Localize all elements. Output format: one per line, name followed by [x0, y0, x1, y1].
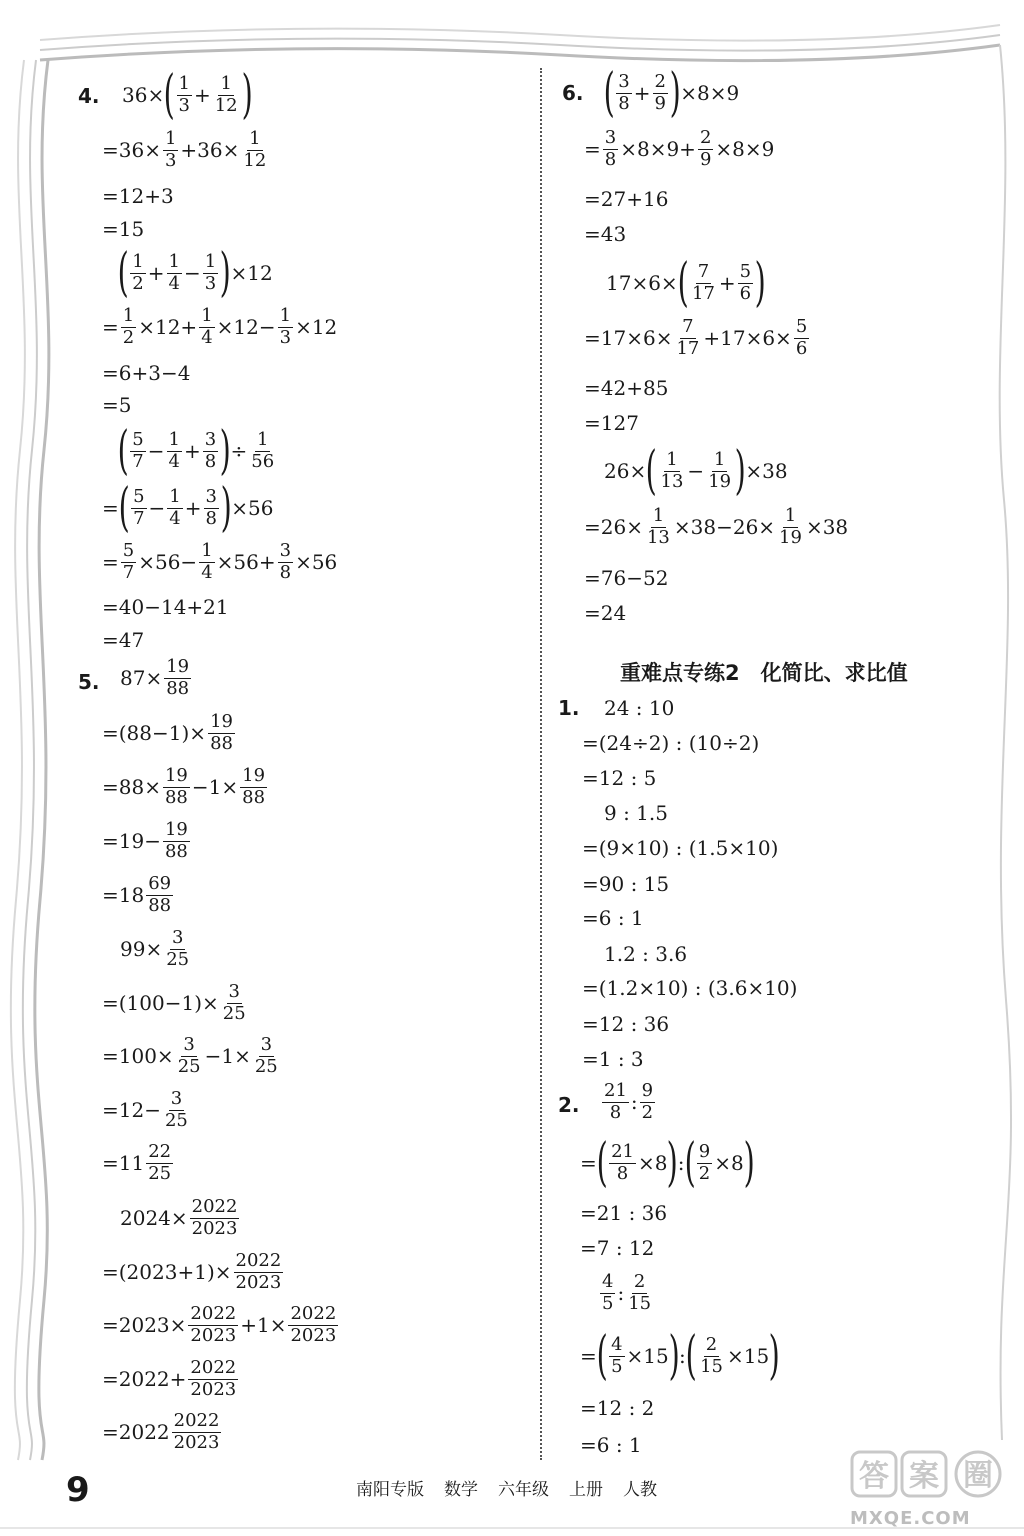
s1-line-k: =1 : 3 — [582, 1047, 644, 1071]
problem-number-6: 6. — [562, 81, 584, 105]
p6-line-j: =26× $\frac{1}{13}$ ×38−26× $\frac{1}{19}$ ×38 — [584, 505, 849, 548]
s1-line-j: =12 : 36 — [582, 1012, 670, 1036]
s1-line-h: 1.2 : 3.6 — [604, 942, 688, 966]
s2-line-a: $\frac{21}{8}$ : $\frac{9}{2}$ — [604, 1080, 654, 1123]
footer-grade: 六年级 — [498, 1480, 549, 1500]
p5-line-j: =11 $\frac{22}{25}$ — [102, 1141, 172, 1184]
p6-line-c: =27+16 — [584, 187, 669, 211]
watermark-glyph-2: 案 — [909, 1459, 939, 1494]
watermark-text: MXQE.COM — [850, 1508, 971, 1529]
footer-edition: 南阳专版 — [356, 1480, 424, 1500]
problem-number-s2: 2. — [558, 1093, 580, 1117]
p5-line-n: =2022+ $\frac{2022}{2023}$ — [102, 1357, 237, 1400]
p4-line-k: = $\frac{5}{7}$ ×56− $\frac{1}{4}$ ×56+ $\frac{3}{8}$ ×56 — [102, 540, 338, 583]
p4-line-j: = ( $\frac{5}{7}$ − $\frac{1}{4}$ + $\frac{3}{8}$ ) ×56 — [102, 478, 274, 538]
p4-line-b: =36× $\frac{1}{3}$ +36× $\frac{1}{12}$ — [102, 128, 267, 171]
p5-line-g: =(100−1)× $\frac{3}{25}$ — [102, 981, 246, 1024]
p6-line-b: = $\frac{3}{8}$ ×8×9+ $\frac{2}{9}$ ×8×9 — [584, 127, 775, 170]
p5-line-b: =(88−1)× $\frac{19}{88}$ — [102, 711, 233, 754]
page-number: 9 — [66, 1470, 90, 1510]
s1-line-a: 24 : 10 — [604, 696, 675, 720]
column-divider — [540, 68, 542, 1460]
p5-line-k: 2024× $\frac{2022}{2023}$ — [120, 1196, 238, 1239]
p5-line-d: =19− $\frac{19}{88}$ — [102, 819, 188, 862]
p5-line-f: 99× $\frac{3}{25}$ — [120, 927, 190, 970]
p4-line-d: =15 — [102, 217, 145, 241]
problem-number-4: 4. — [78, 84, 100, 108]
s1-line-i: =(1.2×10) : (3.6×10) — [582, 976, 798, 1000]
p4-line-g: =6+3−4 — [102, 361, 191, 385]
s1-line-b: =(24÷2) : (10÷2) — [582, 731, 760, 755]
p6-line-f: =17×6× $\frac{7}{17}$ +17×6× $\frac{5}{6}$ — [584, 316, 808, 359]
s2-line-c: =21 : 36 — [580, 1201, 668, 1225]
p5-line-e: =18 $\frac{69}{88}$ — [102, 873, 172, 916]
s1-line-d: 9 : 1.5 — [604, 801, 668, 825]
s2-line-e: $\frac{4}{5}$ : $\frac{2}{15}$ — [602, 1271, 652, 1314]
footer-subject: 数学 — [444, 1480, 478, 1500]
p4-line-c: =12+3 — [102, 184, 174, 208]
section-title: 重难点专练2 化简比、求比值 — [620, 661, 908, 685]
s2-line-g: =12 : 2 — [580, 1396, 655, 1420]
footer-publisher: 人教 — [623, 1480, 657, 1500]
p6-line-i: 26× ( $\frac{1}{13}$ − $\frac{1}{19}$ ) ×38 — [604, 441, 788, 501]
footer-info — [356, 1475, 657, 1500]
problem-number-5: 5. — [78, 670, 100, 694]
watermark-glyph-3: 圈 — [963, 1458, 993, 1493]
s2-line-d: =7 : 12 — [580, 1236, 655, 1260]
p6-line-l: =24 — [584, 601, 627, 625]
p5-line-l: =(2023+1)× $\frac{2022}{2023}$ — [102, 1250, 282, 1293]
s1-line-f: =90 : 15 — [582, 872, 670, 896]
s1-line-c: =12 : 5 — [582, 766, 657, 790]
p6-line-k: =76−52 — [584, 566, 669, 590]
p6-line-d: =43 — [584, 222, 627, 246]
p5-line-i: =12− $\frac{3}{25}$ — [102, 1088, 188, 1131]
p4-line-h: =5 — [102, 393, 132, 417]
p4-line-m: =47 — [102, 628, 145, 652]
p5-line-c: =88× $\frac{19}{88}$ −1× $\frac{19}{88}$ — [102, 765, 266, 808]
problem-number-s1: 1. — [558, 696, 580, 720]
p4-line-i: ( $\frac{5}{7}$ − $\frac{1}{4}$ + $\frac{3}{8}$ ) ÷ $\frac{1}{56}$ — [117, 421, 275, 481]
s2-line-h: =6 : 1 — [580, 1433, 642, 1457]
s1-line-e: =(9×10) : (1.5×10) — [582, 836, 779, 860]
p4-line-l: =40−14+21 — [102, 595, 229, 619]
watermark-glyph-1: 答 — [859, 1459, 889, 1494]
p5-line-a: 87× $\frac{19}{88}$ — [120, 656, 190, 699]
p4-line-a: 36× ( $\frac{1}{3}$ + $\frac{1}{12}$ ) — [122, 65, 253, 125]
p5-line-o: =2022 $\frac{2022}{2023}$ — [102, 1410, 220, 1453]
s1-line-g: =6 : 1 — [582, 906, 644, 930]
footer-term: 上册 — [569, 1480, 603, 1500]
s2-line-f: = ( $\frac{4}{5}$ ×15 ) : ( $\frac{2}{15}$ ×15 ) — [580, 1326, 780, 1386]
p4-line-f: = $\frac{1}{2}$ ×12+ $\frac{1}{4}$ ×12− $\frac{1}{3}$ ×12 — [102, 305, 338, 348]
p6-line-e: 17×6× ( $\frac{7}{17}$ + $\frac{5}{6}$ ) — [606, 253, 766, 313]
p4-line-e: ( $\frac{1}{2}$ + $\frac{1}{4}$ − $\frac{1}{3}$ ) ×12 — [117, 243, 273, 303]
p6-line-h: =127 — [584, 411, 639, 435]
p5-line-m: =2023× $\frac{2022}{2023}$ +1× $\frac{2022}{2023}$ — [102, 1303, 337, 1346]
p6-line-g: =42+85 — [584, 376, 669, 400]
p6-line-a: ( $\frac{3}{8}$ + $\frac{2}{9}$ ) ×8×9 — [603, 63, 740, 123]
s2-line-b: = ( $\frac{21}{8}$ ×8 ) : ( $\frac{9}{2}$ ×8 ) — [580, 1133, 755, 1193]
p5-line-h: =100× $\frac{3}{25}$ −1× $\frac{3}{25}$ — [102, 1034, 278, 1077]
